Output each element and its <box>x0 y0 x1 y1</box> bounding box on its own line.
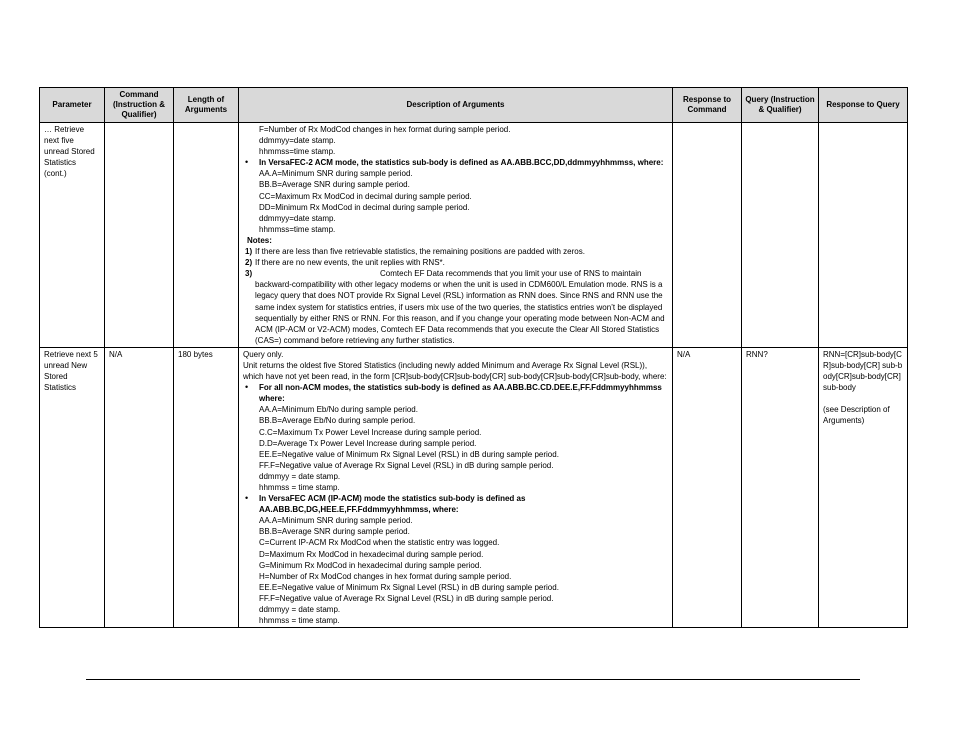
header-parameter: Parameter <box>40 88 105 123</box>
response-to-query-text: RNN=[CR]sub-body[CR]sub-body[CR] sub-body[CR]sub-body[CR]sub-body <box>823 349 903 393</box>
table-row <box>40 347 908 627</box>
header-row <box>40 88 908 123</box>
note-number: 3) <box>245 269 253 279</box>
header-command: Command (Instruction & Qualifier) <box>105 88 174 123</box>
cell-query <box>742 123 819 348</box>
desc-line: EE.E=Negative value of Minimum Rx Signal Level (RSL) in dB during sample period. <box>259 582 559 592</box>
note-text: If there are no new events, the unit replies with RNS*. <box>255 258 445 268</box>
desc-line: C=Current IP-ACM Rx ModCod when the statistic entry was logged. <box>259 538 500 548</box>
desc-bullet: • In VersaFEC-2 ACM mode, the statistics sub-body is defined as AA.ABB.BCC,DD,ddmmyyhhmmss, where: <box>243 157 668 168</box>
cell-response-to-query <box>819 123 908 348</box>
command-spec-table <box>39 87 908 628</box>
note-text: Comtech EF Data recommends that you limit your use of RNS to maintain backward-compatibility with other legacy modems or when the unit is used in CDM600/L Emulation mode. RNS is a legacy query that does NOT provide Rx Signal Level (RSL) information as RNN does. Since RNS and RNN use the same index system for statistics entries, if users mix use of the two queries, the statistics entries won’t be displayed sequentially by either RNS or RNN. For this reason, and if you change your operating mode between Non-ACM and ACM (IP-ACM or V2-ACM) modes, Comtech EF Data recommends that you execute the Clear All Stored Statistics (CAS=) command before retrieving any further statistics. <box>255 269 665 345</box>
desc-line: ddmmyy=date stamp. <box>259 136 336 146</box>
desc-line: BB.B=Average SNR during sample period. <box>259 180 410 190</box>
cell-response-to-command <box>673 123 742 348</box>
note-item <box>243 246 668 257</box>
cell-response-to-command: N/A <box>673 347 742 627</box>
cell-command <box>105 123 174 348</box>
header-length: Length of Arguments <box>174 88 239 123</box>
table-row <box>40 123 908 348</box>
footer-divider <box>86 679 860 680</box>
desc-line: ddmmyy=date stamp. <box>259 213 336 223</box>
cell-length <box>174 123 239 348</box>
desc-line: F=Number of Rx ModCod changes in hex format during sample period. <box>259 125 511 134</box>
desc-line: AA.A=Minimum Eb/No during sample period. <box>259 405 418 415</box>
header-response-to-query: Response to Query <box>819 88 908 123</box>
desc-line: EE.E=Negative value of Minimum Rx Signal Level (RSL) in dB during sample period. <box>259 449 559 459</box>
cell-parameter: Retrieve next 5 unread New Stored Statistics <box>40 347 105 627</box>
desc-line: BB.B=Average SNR during sample period. <box>259 527 410 537</box>
cell-description <box>239 123 673 348</box>
notes-title: Notes: <box>247 235 272 245</box>
note-item <box>243 268 668 346</box>
desc-intro: Query only. <box>243 349 284 359</box>
header-query: Query (Instruction & Qualifier) <box>742 88 819 123</box>
note-number: 2) <box>245 258 253 268</box>
desc-line: FF.F=Negative value of Average Rx Signal Level (RSL) in dB during sample period. <box>259 593 554 603</box>
desc-line: H=Number of Rx ModCod changes in hex format during sample period. <box>259 571 512 581</box>
note-text: If there are less than five retrievable statistics, the remaining positions are padded with zeros. <box>255 247 585 257</box>
desc-line: D.D=Average Tx Power Level Increase during sample period. <box>259 438 477 448</box>
desc-line: G=Minimum Rx ModCod in hexadecimal during sample period. <box>259 560 482 570</box>
desc-line: C.C=Maximum Tx Power Level Increase during sample period. <box>259 427 482 437</box>
desc-line: hhmmss = time stamp. <box>259 616 340 626</box>
desc-line: FF.F=Negative value of Average Rx Signal Level (RSL) in dB during sample period. <box>259 460 554 470</box>
header-description: Description of Arguments <box>239 88 673 123</box>
desc-line: AA.A=Minimum SNR during sample period. <box>259 516 413 526</box>
desc-line: AA.A=Minimum SNR during sample period. <box>259 169 413 179</box>
desc-intro: Unit returns the oldest five Stored Statistics (including newly added Minimum and Average Rx Signal Level (RSL)), which have not yet been read, in the form [CR]sub-body[CR]sub-body[CR] sub-body[CR]sub-body[CR]sub-body, where: <box>243 360 667 382</box>
desc-bullet: • In VersaFEC ACM (IP-ACM) mode the statistics sub-body is defined as AA.ABB.BC,DG,HEE.E,FF.Fddmmyyhhmmss, where: <box>243 493 668 515</box>
cell-length: 180 bytes <box>174 347 239 627</box>
cell-parameter: … Retrieve next five unread Stored Statistics (cont.) <box>40 123 105 348</box>
desc-line: CC=Maximum Rx ModCod in decimal during sample period. <box>259 191 472 201</box>
desc-line: ddmmyy = date stamp. <box>259 471 341 481</box>
desc-line: BB.B=Average Eb/No during sample period. <box>259 416 416 426</box>
note-number: 1) <box>245 247 253 257</box>
desc-line: hhmmss = time stamp. <box>259 483 340 492</box>
cell-description <box>239 347 673 627</box>
desc-line: hhmmss=time stamp. <box>259 224 336 234</box>
cell-query: RNN? <box>742 347 819 627</box>
desc-line: ddmmyy = date stamp. <box>259 605 341 615</box>
cell-command: N/A <box>105 347 174 627</box>
desc-line: hhmmss=time stamp. <box>259 147 336 157</box>
cell-response-to-query <box>819 347 908 627</box>
desc-line: DD=Minimum Rx ModCod in decimal during sample period. <box>259 202 470 212</box>
desc-bullet: • For all non-ACM modes, the statistics sub-body is defined as AA.ABB.BC.CD.DEE.E,FF.Fddmmyyhhmmss where: <box>243 382 668 404</box>
note-item <box>243 257 668 268</box>
desc-line: D=Maximum Rx ModCod in hexadecimal during sample period. <box>259 549 484 559</box>
response-to-query-note: (see Description of Arguments) <box>823 405 890 426</box>
header-response-to-command: Response to Command <box>673 88 742 123</box>
